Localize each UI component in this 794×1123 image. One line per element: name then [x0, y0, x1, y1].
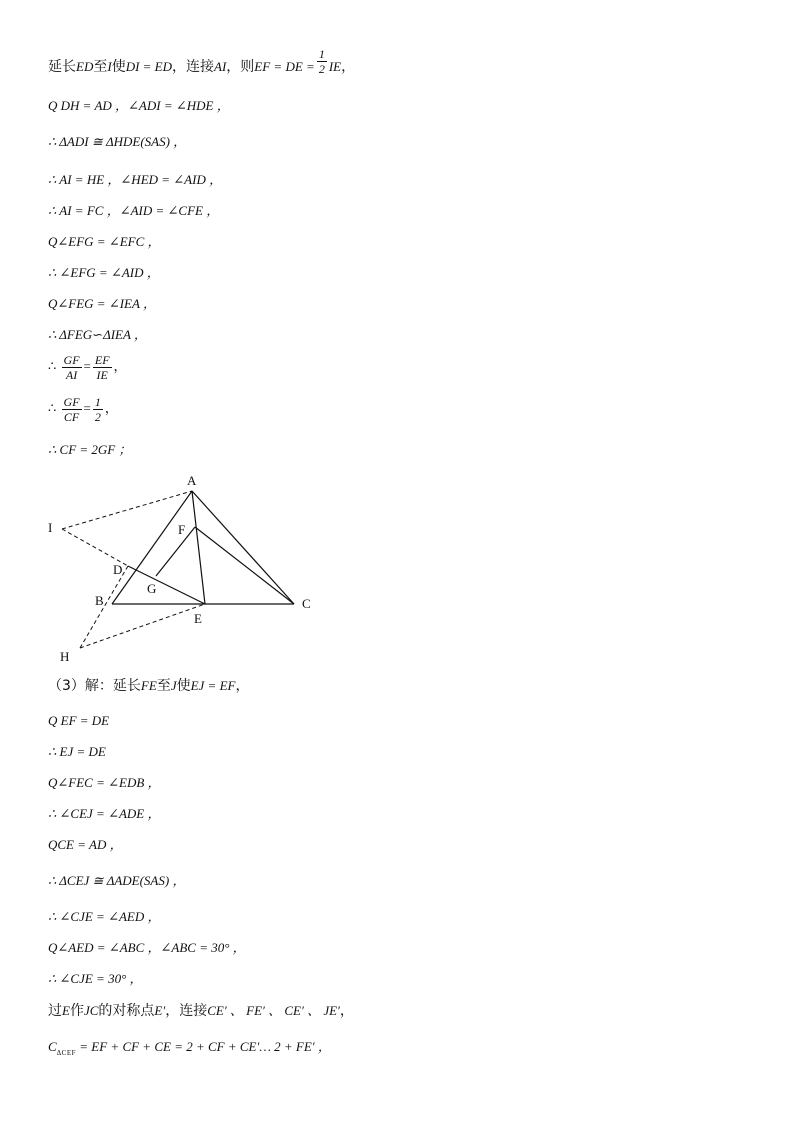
text-var: E	[62, 1003, 70, 1018]
dashed-id	[62, 529, 128, 566]
comma: ，	[104, 400, 118, 416]
dashed-ia	[62, 491, 192, 529]
fraction-one-half	[93, 396, 103, 423]
part3-line-10: ∴ ∠CJE = 30° ，	[48, 971, 143, 986]
segment-de	[128, 566, 205, 604]
part3-line-12	[48, 1040, 331, 1057]
fraction-numerator: 1	[318, 46, 325, 61]
text-math: CE′ 、 FE′ 、 CE′ 、 JE′	[207, 1003, 340, 1018]
point-label-g: G	[147, 581, 157, 596]
text-var: E′	[154, 1003, 166, 1018]
step-line-11	[48, 396, 118, 423]
perimeter-expression: = EF + CF + CE = 2 + CF + CE′… 2 + FE′ ，	[76, 1039, 331, 1054]
text-cjk: 使	[111, 59, 126, 75]
segment-fc	[195, 527, 294, 604]
text-cjk: （3）解：延长	[48, 678, 141, 694]
text-math: EJ = EF	[190, 678, 236, 693]
fraction-gf-ai	[62, 354, 82, 381]
segment-ae	[192, 491, 205, 604]
text-var: FE	[140, 678, 157, 693]
therefore-symbol: ∴	[48, 400, 57, 416]
fraction-numerator: 1	[94, 395, 101, 409]
text-math: EF = DE =	[254, 59, 315, 74]
fraction-numerator: GF	[63, 353, 80, 367]
text-var: ED	[76, 59, 94, 74]
therefore-symbol: ∴	[48, 358, 57, 374]
fraction-denominator: IE	[96, 368, 108, 382]
text-cjk: 过	[48, 1003, 62, 1019]
step-line-9: ∴ ΔFEG∽ΔIEA ，	[48, 327, 147, 342]
text-cjk: ，	[235, 678, 250, 694]
text-cjk: 的对称点	[98, 1003, 155, 1019]
segment-ab	[112, 491, 192, 604]
perimeter-subscript: ΔCEF	[56, 1049, 77, 1057]
fraction-denominator: CF	[63, 410, 80, 424]
step-line-8: Q∠FEG = ∠IEA ，	[48, 296, 156, 311]
perimeter-symbol: C	[48, 1039, 57, 1054]
comma: ，	[113, 358, 127, 374]
step-line-6: Q∠EFG = ∠EFC ，	[48, 234, 161, 249]
step-line-7: ∴ ∠EFG = ∠AID ，	[48, 265, 160, 280]
text-cjk: 延长	[48, 59, 76, 75]
point-label-a: A	[187, 473, 197, 488]
equals-sign: =	[83, 358, 91, 374]
point-label-h: H	[60, 649, 70, 664]
text-cjk: 至	[93, 59, 108, 75]
text-cjk: 至	[156, 678, 171, 694]
step-line-10	[48, 354, 127, 381]
text-cjk: 作	[69, 1003, 84, 1019]
text-cjk: 使	[176, 678, 191, 694]
dashed-he	[80, 604, 205, 648]
step-line-5: ∴ AI = FC ，∠AID = ∠CFE ，	[48, 203, 220, 218]
equals-sign: =	[83, 400, 91, 416]
step-line-12: ∴ CF = 2GF ；	[48, 442, 132, 457]
point-label-b: B	[95, 593, 104, 608]
point-label-e: E	[194, 611, 202, 626]
text-cjk: ，连接	[165, 1003, 208, 1019]
text-cjk: ，	[341, 59, 356, 75]
fraction-ef-ie	[93, 354, 112, 381]
text-var: I	[107, 59, 112, 74]
step-line-4: ∴ AI = HE ，∠HED = ∠AID ，	[48, 172, 223, 187]
point-label-d: D	[113, 562, 123, 577]
text-cjk: ，则	[226, 59, 255, 75]
part3-line-11	[48, 1004, 354, 1018]
fraction-half	[317, 48, 327, 75]
fraction-gf-cf	[62, 396, 82, 423]
step-line-3: ∴ ΔADI ≅ ΔHDE(SAS) ，	[48, 134, 187, 149]
part3-line-4: Q∠FEC = ∠EDB ，	[48, 775, 161, 790]
fraction-denominator: 2	[318, 61, 325, 76]
text-var: J	[170, 678, 177, 693]
part3-line-5: ∴ ∠CEJ = ∠ADE ，	[48, 806, 161, 821]
fraction-numerator: EF	[94, 353, 110, 367]
fraction-denominator: AI	[65, 368, 78, 382]
part3-line-6: QCE = AD ，	[48, 837, 123, 852]
text-var: AI	[214, 59, 227, 74]
part3-line-9: Q∠AED = ∠ABC ，∠ABC = 30° ，	[48, 940, 246, 955]
text-var: IE	[328, 59, 342, 74]
point-label-i: I	[48, 520, 53, 535]
part3-line-1	[48, 679, 249, 693]
text-var: JC	[83, 1003, 99, 1018]
fraction-denominator: 2	[94, 410, 101, 424]
part3-line-7: ∴ ΔCEJ ≅ ΔADE(SAS) ，	[48, 873, 186, 888]
text-cjk: ，连接	[172, 59, 215, 75]
step-line-2: Q DH = AD ，∠ADI = ∠HDE ，	[48, 98, 230, 113]
point-label-c: C	[302, 596, 311, 611]
fraction-numerator: GF	[63, 395, 80, 409]
text-math: DI = ED	[125, 59, 173, 74]
point-label-f: F	[178, 522, 186, 537]
part3-line-3: ∴ EJ = DE	[48, 744, 106, 759]
part3-line-2: Q EF = DE	[48, 713, 110, 728]
step-line-1	[48, 46, 356, 76]
part3-line-8: ∴ ∠CJE = ∠AED ，	[48, 909, 161, 924]
dashed-hd	[80, 566, 128, 648]
segment-ac	[192, 491, 294, 604]
segment-fg	[156, 527, 195, 576]
text-cjk: ，	[339, 1003, 354, 1019]
